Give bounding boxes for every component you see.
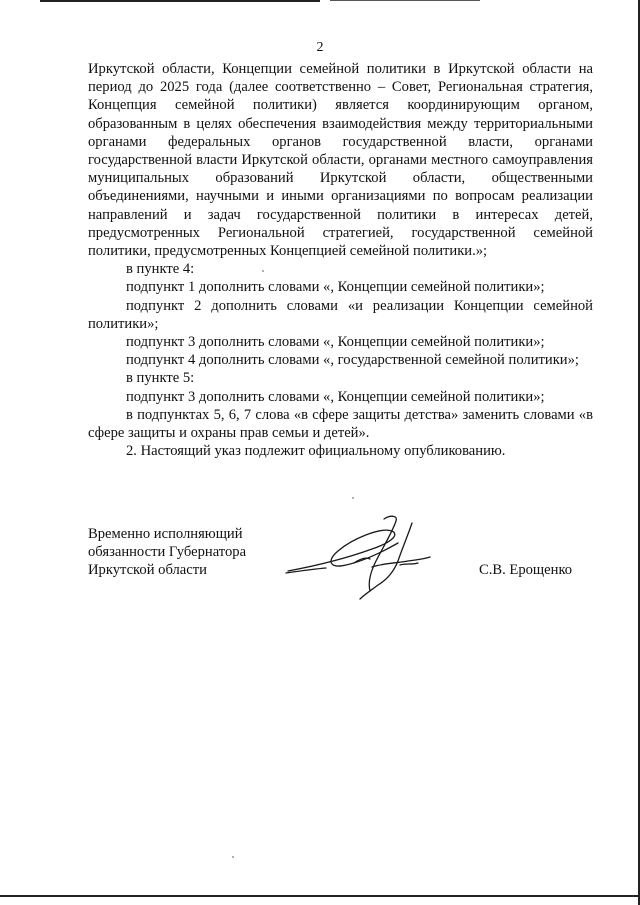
scan-edge-top-fragment (330, 0, 480, 1)
paragraph-subclause-1: подпункт 1 дополнить словами «, Концепции семейной политики»; (126, 279, 545, 296)
scan-speck (262, 270, 264, 272)
paragraph-clause-4-heading: в пункте 4: (126, 261, 195, 278)
scan-speck (232, 856, 234, 858)
scan-speck (352, 497, 354, 499)
signatory-title (88, 525, 288, 580)
handwritten-signature (280, 505, 450, 605)
scan-edge-bottom (0, 895, 640, 897)
paragraph-publication: 2. Настоящий указ подлежит официальному опубликованию. (126, 443, 506, 460)
paragraph-subclause-2: подпункт 2 дополнить словами «и реализации Концепции семейной политики»; (88, 297, 593, 332)
document-body (88, 60, 593, 460)
paragraph-subclause-4: подпункт 4 дополнить словами «, государственной семейной политики»; (126, 352, 579, 369)
paragraph-clause-5-subclause-3: подпункт 3 дополнить словами «, Концепции семейной политики»; (126, 388, 545, 405)
scan-edge-top (40, 0, 320, 2)
signatory-title-line: обязанности Губернатора (88, 544, 247, 561)
page-number: 2 (316, 40, 324, 55)
paragraph-clause-5-subclauses-5-7: в подпунктах 5, 6, 7 слова «в сфере защиты детства» заменить словами «в сфере защиты и охраны прав семьи и детей». (88, 406, 593, 442)
signatory-title-line: Временно исполняющий (88, 526, 243, 542)
signer-name: С.В. Ерощенко (479, 562, 573, 578)
paragraph-subclause-3: подпункт 3 дополнить словами «, Концепции семейной политики»; (126, 334, 545, 351)
signatory-title-line: Иркутской области (88, 562, 207, 579)
handwritten-signature-graphic (280, 505, 450, 605)
paragraph-clause-5-heading: в пункте 5: (126, 370, 195, 387)
paragraph-council-definition: Иркутской области, Концепции семейной политики в Иркутской области на период до 2025 года (далее соответственно – Совет, Региональная стратегия, Концепция семейной политики) является координирующим органом, образованным в целях обеспечения взаимодействия между территориальными органами федеральных органов государственной власти, органами государственной власти Иркутской области, органами местного самоуправления муниципальных образований Иркутской области, общественными объединениями, научными и иными организациями по вопросам реализации направлений и задач государственной политики в интересах детей, предусмотренных Региональной стратегией, государственной семейной политики, предусмотренных Концепцией семейной политики.»; (88, 61, 593, 260)
